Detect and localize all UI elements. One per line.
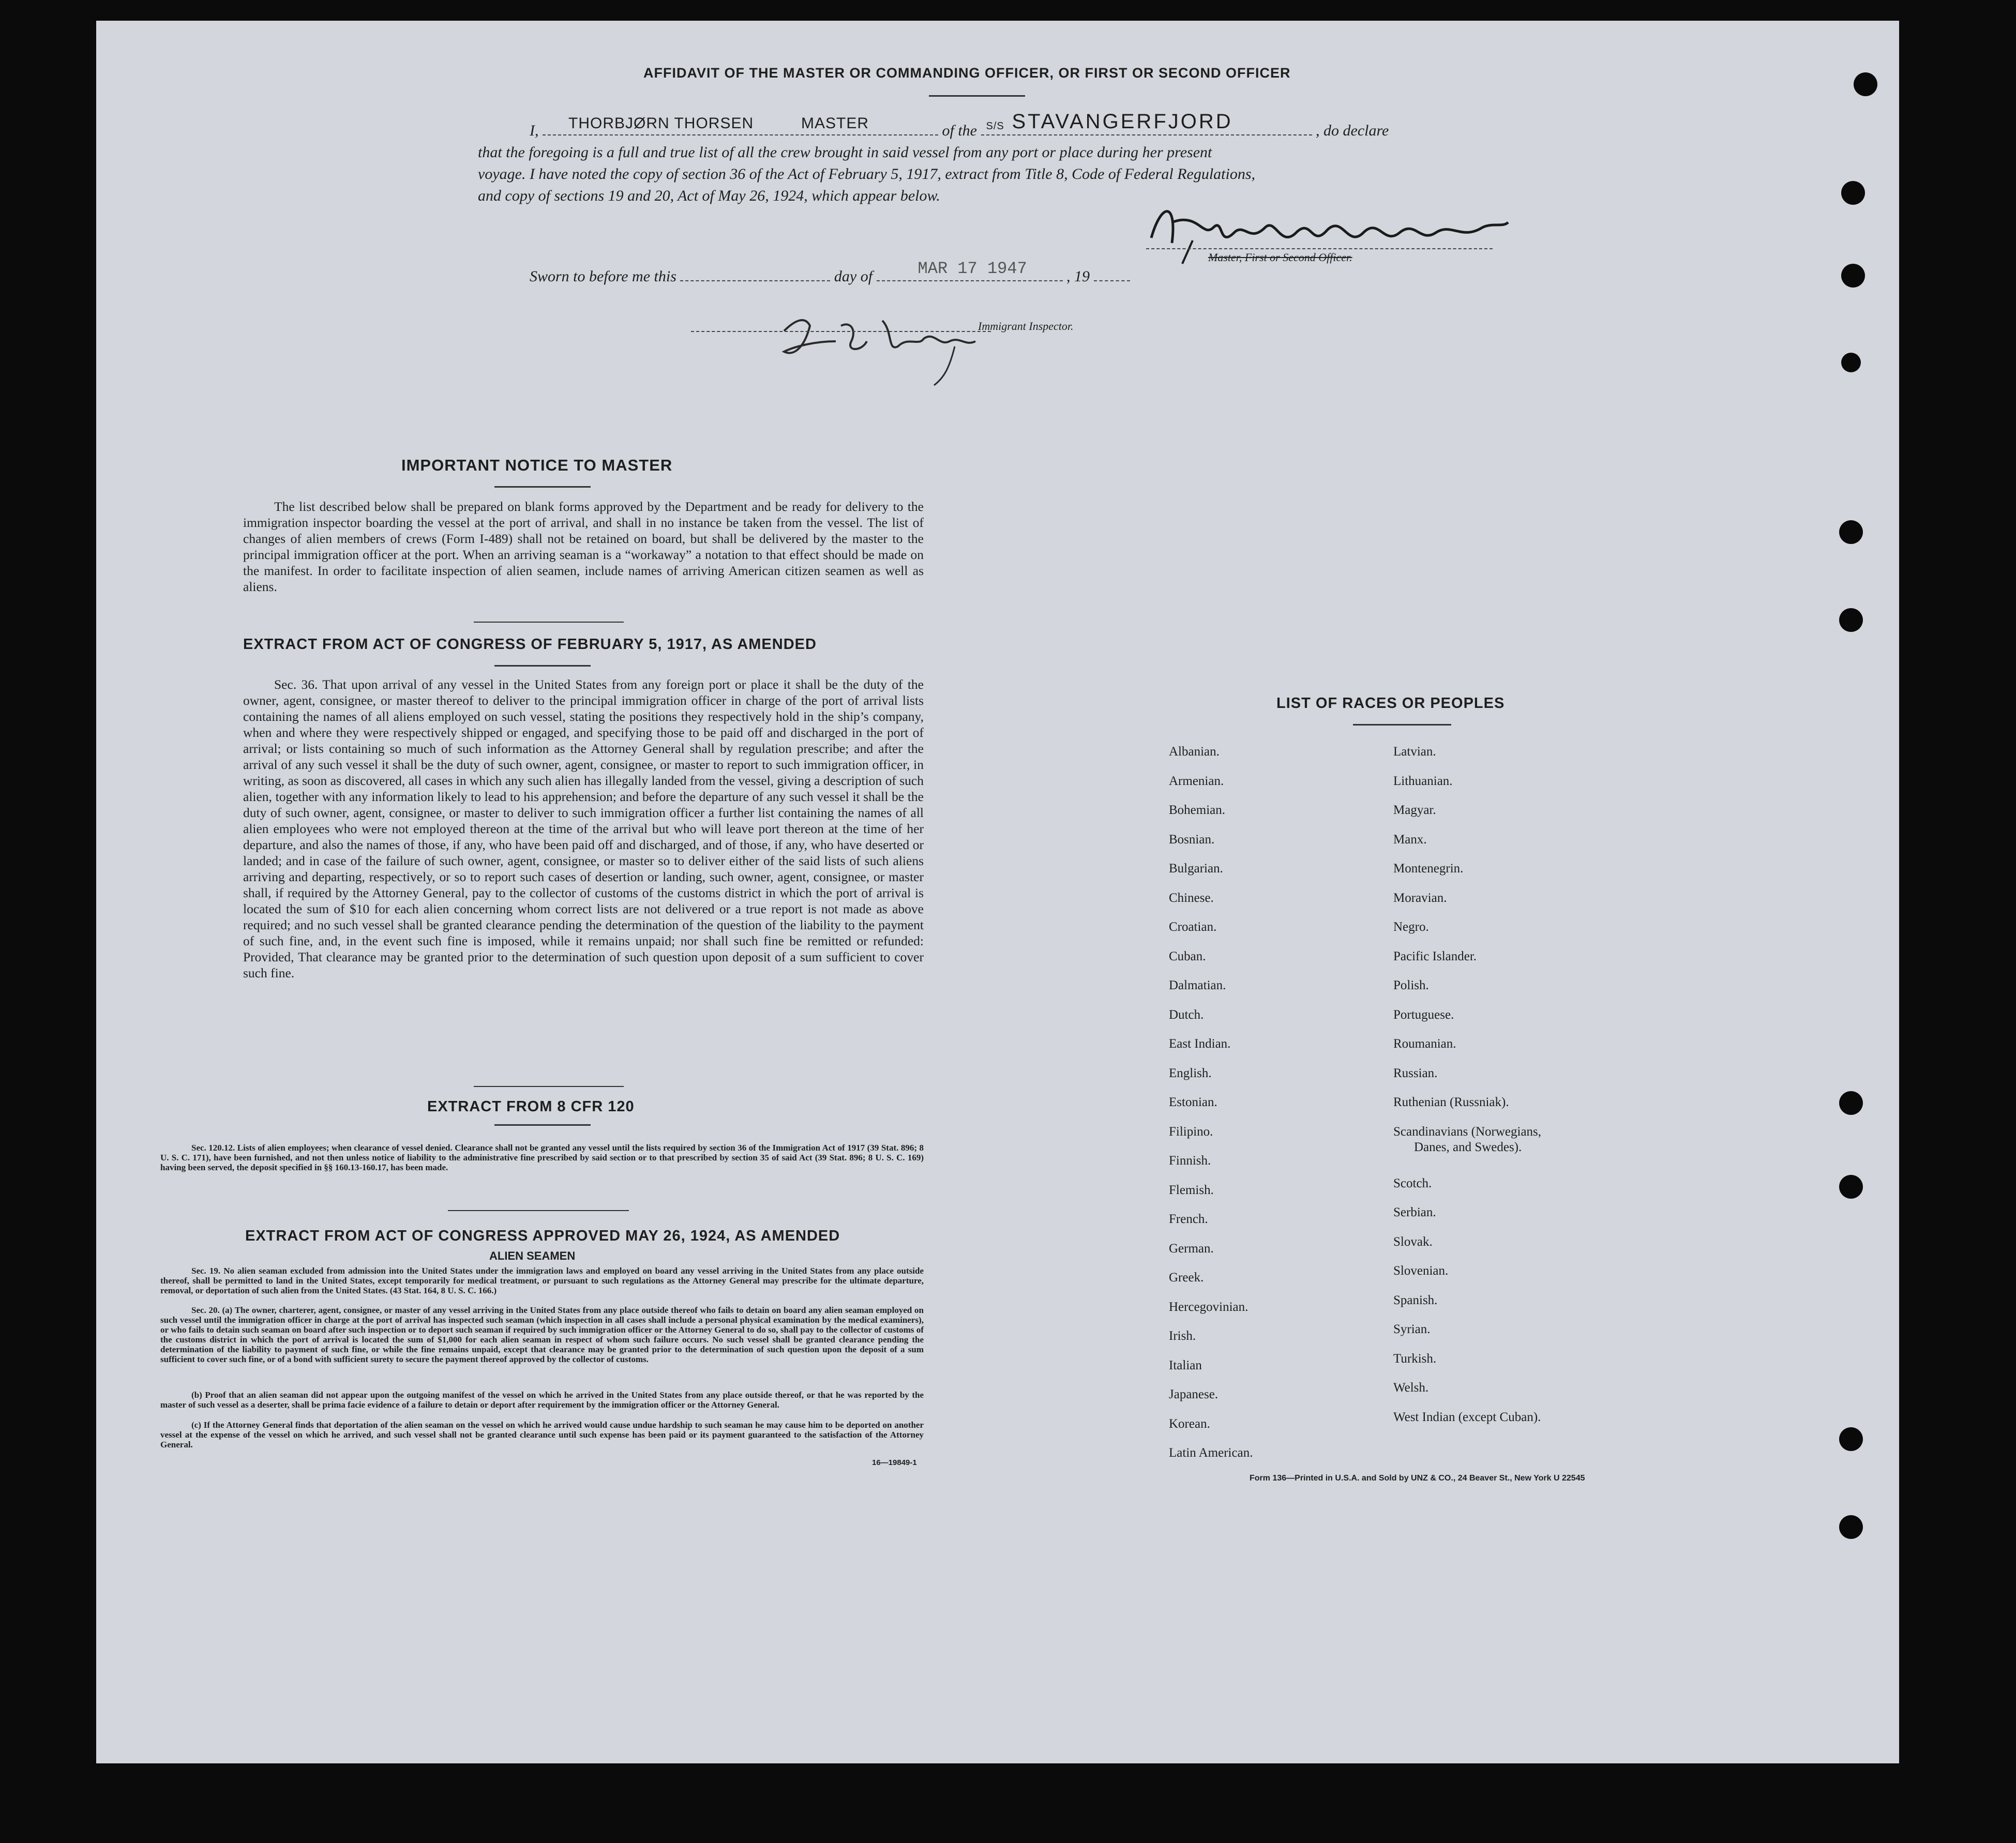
divider xyxy=(1353,724,1451,726)
race-item: Albanian. xyxy=(1169,745,1220,759)
race-item: East Indian. xyxy=(1169,1037,1231,1051)
divider xyxy=(929,95,1025,97)
binder-hole xyxy=(1839,1175,1863,1199)
date-stamp: MAR 17 1947 xyxy=(917,259,1027,278)
race-item: Bosnian. xyxy=(1169,832,1215,847)
affidavit-line-1 xyxy=(530,110,1389,140)
race-item: Turkish. xyxy=(1393,1351,1437,1366)
binder-hole xyxy=(1839,1515,1863,1539)
divider xyxy=(494,665,591,667)
race-item: Polish. xyxy=(1393,978,1429,992)
divider xyxy=(494,1124,591,1126)
day-of-text: day of xyxy=(834,268,873,285)
race-item: Scandinavians (Norwegians, xyxy=(1393,1124,1542,1139)
races-title: LIST OF RACES OR PEOPLES xyxy=(1276,695,1505,712)
divider xyxy=(474,622,624,623)
extract-1917-title: EXTRACT FROM ACT OF CONGRESS OF FEBRUARY 5, 1917, AS AMENDED xyxy=(243,636,817,653)
race-item: Portuguese. xyxy=(1393,1007,1454,1022)
race-item: Lithuanian. xyxy=(1393,774,1453,788)
signature-caption: Master, First or Second Officer. xyxy=(1208,251,1352,264)
day-field xyxy=(680,280,830,281)
race-item: West Indian (except Cuban). xyxy=(1393,1410,1541,1424)
inspector-signature xyxy=(763,300,1084,388)
divider xyxy=(494,486,591,488)
race-item: Japanese. xyxy=(1169,1387,1218,1401)
extract-1924-title: EXTRACT FROM ACT OF CONGRESS APPROVED MAY 26, 1924, AS AMENDED xyxy=(245,1228,840,1244)
month-field xyxy=(877,259,1063,281)
race-item: Syrian. xyxy=(1393,1322,1431,1336)
inspector-line xyxy=(691,331,991,332)
binder-hole xyxy=(1841,264,1865,288)
race-item: Flemish. xyxy=(1169,1183,1214,1197)
race-item: Latvian. xyxy=(1393,745,1436,759)
cfr-title: EXTRACT FROM 8 CFR 120 xyxy=(427,1098,635,1115)
race-item: Ruthenian (Russniak). xyxy=(1393,1095,1509,1109)
alien-seamen-subtitle: ALIEN SEAMEN xyxy=(489,1249,576,1262)
cfr-text: Sec. 120.12. Lists of alien employees; when clearance of vessel denied. Clearance shall not be granted any vessel until the lists required by section 36 of the Immigration Act of 1917 (39 Stat. 896; 8 U. S. C. 171), have been furnished, and not then unless notice of liability to the administrative fine prescribed by said section or to that prescribed by section 35 of said Act (39 Stat. 896; 8 U. S. C. 169) having been served, the deposit specified in §§ 160.13-160.17, has been made. xyxy=(160,1143,924,1172)
line-prefix: I, xyxy=(530,122,539,139)
notice-title: IMPORTANT NOTICE TO MASTER xyxy=(401,456,673,474)
binder-hole xyxy=(1839,520,1863,544)
race-item: English. xyxy=(1169,1066,1212,1080)
divider xyxy=(474,1086,624,1087)
section-19-text: Sec. 19. No alien seaman excluded from admission into the United States under the immigration laws and employed on board any vessel arriving in the United States from any place outside thereof, shall be permitted to land in the United States, except temporarily for medical treatment, or pursuant to such regulations as the Attorney General may prescribe for the ultimate departure, removal, or deportation of such alien from the United States. (43 Stat. 164, 8 U. S. C. 166.) xyxy=(160,1266,924,1295)
race-item: Estonian. xyxy=(1169,1095,1217,1109)
notice-text: The list described below shall be prepared on blank forms approved by the Department and be ready for delivery to the immigration inspector boarding the vessel at the port of arrival, and shall in no instance be taken from the vessel. The list of changes of alien members of crews (Form I-489) shall not be retained on board, but shall be delivered by the master to the principal immigration officer at the port. When an arriving seaman is a “workaway” a notation to that effect should be made on the manifest. In order to facilitate inspection of alien seamen, include names of arriving American citizen seamen as well as aliens. xyxy=(243,499,924,594)
race-item: Korean. xyxy=(1169,1416,1210,1431)
race-item: Bohemian. xyxy=(1169,803,1226,817)
binder-hole xyxy=(1839,608,1863,632)
section-36-text: Sec. 36. That upon arrival of any vessel in the United States from any foreign port or place it shall be the duty of the owner, agent, consignee, or master thereof to deliver to the principal immigration officer in charge of the port of arrival lists containing the names of all aliens employed on such vessel, stating the positions they respectively hold in the ship’s company, when and where they were respectively shipped or engaged, and specifying those to be paid off and discharged in the port of arrival; or lists containing so much of such information as the Attorney General shall by regulation prescribe; and after the arrival of any such vessel it shall be the duty of such owner, agent, consignee, or master to report to such immigration officer, in writing, as soon as discovered, all cases in which any such alien has illegally landed from the vessel, giving a description of such alien, together with any information likely to lead to his apprehension; and before the departure of any such vessel it shall be the duty of such owner, agent, consignee, or master to deliver to such immigration officer a further list containing the names of all alien employees who were not employed thereon at the time of the arrival but who will leave port thereon at the time of her departure, and also the names of those, if any, who have been paid off and discharged, and of those, if any, who have deserted or landed; and in case of the failure of such owner, agent, consignee, or master so to deliver either of the said lists of such aliens arriving and departing, respectively, or so to report such cases of desertion or landing, such owner, agent, consignee, or master shall, if required by the Attorney General, pay to the collector of customs of the customs district in which the port of arrival is located the sum of $10 for each alien concerning whom correct lists are not delivered or a true report is not made as above required; and no such vessel shall be granted clearance pending the determination of the question of the liability to the payment of such fine, and, in the event such fine is imposed, while it remains unpaid; nor shall such fine be remitted or refunded: Provided, That clearance may be granted prior to the determination of such question upon deposit of a sum sufficient to cover such fine. xyxy=(243,677,924,980)
section-20a-text: Sec. 20. (a) The owner, charterer, agent, consignee, or master of any vessel arriving in the United States from any place outside thereof who fails to detain on board any alien seaman employed on such vessel until the immigration officer in charge at the port of arrival has inspected such seaman (which inspection in all cases shall include a personal physical examination by the medical examiners), or who fails to detain such seaman on board after such inspection or to deport such seaman if required by such immigration officer or the Attorney General to do so, shall pay to the collector of customs of the customs district in which the port of arrival is located the sum of $1,000 for each alien seaman in respect of whom such failure occurs. No such vessel shall be granted clearance pending the determination of the liability to payment of such fine, or while the fine remains unpaid, except that clearance may be granted prior to the determination of such question upon the deposit of a sum sufficient to cover such fine, or of a bond with sufficient surety to secure the payment thereof approved by the collector of customs. xyxy=(160,1305,924,1364)
vessel-field xyxy=(981,110,1312,135)
binder-hole xyxy=(1841,181,1865,205)
race-item: Pacific Islander. xyxy=(1393,949,1477,963)
race-item: Manx. xyxy=(1393,832,1427,847)
race-item: Negro. xyxy=(1393,920,1429,934)
divider xyxy=(448,1210,629,1211)
race-item: Slovak. xyxy=(1393,1234,1433,1249)
master-name: THORBJØRN THORSEN xyxy=(568,115,754,132)
race-item: Welsh. xyxy=(1393,1381,1429,1395)
race-item: French. xyxy=(1169,1212,1208,1226)
sworn-prefix: Sworn to before me this xyxy=(530,268,676,285)
name-field xyxy=(543,115,938,135)
year-prefix: , 19 xyxy=(1066,268,1090,285)
race-item: Chinese. xyxy=(1169,890,1214,905)
race-item: German. xyxy=(1169,1241,1214,1256)
race-item: Irish. xyxy=(1169,1329,1196,1343)
master-rank: MASTER xyxy=(801,115,869,132)
race-item: Hercegovinian. xyxy=(1169,1300,1248,1314)
race-item: Serbian. xyxy=(1393,1205,1436,1219)
race-item: Finnish. xyxy=(1169,1154,1211,1168)
race-item: Slovenian. xyxy=(1393,1264,1449,1278)
inspector-caption: Immigrant Inspector. xyxy=(978,320,1074,333)
race-item: Magyar. xyxy=(1393,803,1436,817)
section-20b-text: (b) Proof that an alien seaman did not appear upon the outgoing manifest of the vessel on which he arrived in the United States from any place outside thereof, or that he was reported by the master of such vessel as a deserter, shall be prima facie evidence of a failure to detain or deport after requirement by the immigration officer or the Attorney General. xyxy=(160,1390,924,1410)
race-item: Greek. xyxy=(1169,1271,1204,1285)
binder-hole xyxy=(1839,1091,1863,1115)
race-item: Armenian. xyxy=(1169,774,1224,788)
race-item: Filipino. xyxy=(1169,1124,1213,1139)
year-field xyxy=(1094,280,1130,281)
printer-footer: Form 136—Printed in U.S.A. and Sold by UNZ & CO., 24 Beaver St., New York U 22545 xyxy=(1250,1474,1585,1483)
of-the-text: of the xyxy=(942,122,977,139)
race-item: Latin American. xyxy=(1169,1446,1253,1460)
race-item: Roumanian. xyxy=(1393,1037,1456,1051)
race-item: Dutch. xyxy=(1169,1007,1204,1022)
document-page xyxy=(96,21,1899,1763)
binder-hole xyxy=(1841,353,1861,372)
race-item: Bulgarian. xyxy=(1169,862,1223,875)
sworn-line xyxy=(530,259,1130,285)
race-item: Spanish. xyxy=(1393,1293,1438,1307)
form-code: 16—19849-1 xyxy=(872,1458,917,1467)
race-item: Cuban. xyxy=(1169,949,1206,963)
section-20c-text: (c) If the Attorney General finds that deportation of the alien seaman on the vessel on which he arrived would cause undue hardship to such seaman he may cause him to be deported on another vessel at the expense of the vessel on which he arrived, and such vessel shall not be granted clearance until such expense has been paid or its payment guaranteed to the satisfaction of the Attorney General. xyxy=(160,1420,924,1449)
race-item: Dalmatian. xyxy=(1169,978,1226,992)
affidavit-title: AFFIDAVIT OF THE MASTER OR COMMANDING OFFICER, OR FIRST OR SECOND OFFICER xyxy=(643,65,1291,81)
race-item: Russian. xyxy=(1393,1066,1438,1080)
race-item: Italian xyxy=(1169,1358,1202,1372)
affidavit-line-2: that the foregoing is a full and true list of all the crew brought in said vessel from any port or place during her present xyxy=(478,144,1212,161)
binder-hole xyxy=(1839,1427,1863,1451)
affidavit-line-4: and copy of sections 19 and 20, Act of May 26, 1924, which appear below. xyxy=(478,187,940,204)
vessel-prefix: S/S xyxy=(986,120,1004,132)
declare-text: , do declare xyxy=(1316,122,1389,139)
binder-hole xyxy=(1854,72,1877,96)
race-item: Montenegrin. xyxy=(1393,862,1464,875)
race-item: Moravian. xyxy=(1393,890,1447,905)
race-item: Danes, and Swedes). xyxy=(1414,1140,1522,1154)
race-item: Scotch. xyxy=(1393,1176,1432,1190)
signature-line xyxy=(1146,248,1493,249)
race-item: Croatian. xyxy=(1169,920,1217,934)
vessel-name: STAVANGERFJORD xyxy=(1012,110,1233,133)
affidavit-line-3: voyage. I have noted the copy of section 36 of the Act of February 5, 1917, extract from Title 8, Code of Federal Regulations, xyxy=(478,165,1256,183)
